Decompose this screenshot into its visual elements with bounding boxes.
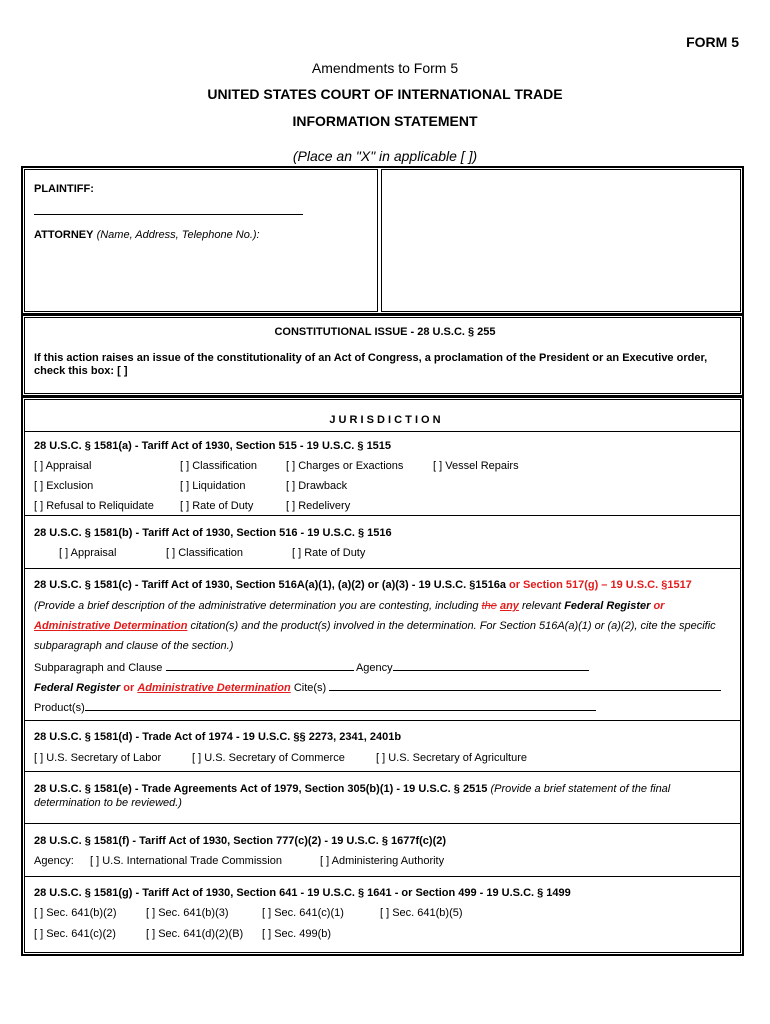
jurisdiction-inner bbox=[24, 399, 741, 953]
or-label: or bbox=[123, 682, 135, 694]
option-liquidation[interactable]: [ ] Liquidation bbox=[180, 480, 246, 492]
s1581e-note-line2: determination to be reviewed.) bbox=[34, 797, 182, 809]
s1581b-heading: 28 U.S.C. § 1581(b) - Tariff Act of 1930, Section 516 - 19 U.S.C. § 1516 bbox=[34, 527, 392, 539]
divider bbox=[24, 515, 741, 516]
subparagraph-field[interactable] bbox=[166, 660, 354, 671]
form-subtitle: Amendments to Form 5 bbox=[311, 60, 459, 76]
attorney-row bbox=[34, 229, 260, 241]
s1581d-heading: 28 U.S.C. § 1581(d) - Trade Act of 1974 - 19 U.S.C. §§ 2273, 2341, 2401b bbox=[34, 731, 402, 743]
jurisdiction-heading: J U R I S D I C T I O N bbox=[329, 414, 441, 426]
divider bbox=[24, 431, 741, 432]
plaintiff-line[interactable] bbox=[34, 214, 303, 215]
option-classification-a[interactable]: [ ] Classification bbox=[180, 460, 258, 472]
option-641d2b[interactable]: [ ] Sec. 641(d)(2)(B) bbox=[146, 928, 244, 940]
option-rate-of-duty-b[interactable]: [ ] Rate of Duty bbox=[292, 547, 366, 559]
s1581c-heading-added: or Section 517(g) – 19 U.S.C. §1517 bbox=[509, 579, 692, 591]
attorney-hint: (Name, Address, Telephone No.): bbox=[96, 229, 260, 241]
constitutional-checkbox[interactable]: check this box: [ ] bbox=[34, 365, 128, 377]
form-number: FORM 5 bbox=[686, 34, 739, 50]
option-vessel-repairs[interactable]: [ ] Vessel Repairs bbox=[433, 460, 519, 472]
plaintiff-label: PLAINTIFF: bbox=[34, 183, 94, 195]
agency-field[interactable] bbox=[393, 660, 589, 671]
option-641b5[interactable]: [ ] Sec. 641(b)(5) bbox=[380, 907, 463, 919]
option-itc[interactable]: [ ] U.S. International Trade Commission bbox=[90, 855, 282, 867]
s1581c-desc-line1 bbox=[34, 600, 664, 612]
s1581e-note: (Provide a brief statement of the final bbox=[490, 783, 671, 795]
or-term: or bbox=[653, 600, 665, 612]
federal-register-label: Federal Register bbox=[34, 682, 121, 694]
s1581c-heading: 28 U.S.C. § 1581(c) - Tariff Act of 1930, Section 516A(a)(1), (a)(2) or (a)(3) - 19 U.S.C. §1516a bbox=[34, 579, 506, 591]
struck-word: the bbox=[481, 600, 497, 612]
option-classification-b[interactable]: [ ] Classification bbox=[166, 547, 244, 559]
option-641b2[interactable]: [ ] Sec. 641(b)(2) bbox=[34, 907, 117, 919]
constitutional-text-1: If this action raises an issue of the constitutionality of an Act of Congress, a proclamation of the President or an Executive order, bbox=[34, 352, 708, 364]
court-name: UNITED STATES COURT OF INTERNATIONAL TRADE bbox=[207, 86, 563, 102]
desc-text: (Provide a brief description of the administrative determination you are contesting, including bbox=[34, 600, 479, 612]
instruction-text: (Place an "X" in applicable [ ]) bbox=[292, 148, 478, 164]
products-field[interactable] bbox=[85, 700, 596, 711]
option-641b3[interactable]: [ ] Sec. 641(b)(3) bbox=[146, 907, 229, 919]
option-charges-exactions[interactable]: [ ] Charges or Exactions bbox=[286, 460, 404, 472]
s1581f-heading: 28 U.S.C. § 1581(f) - Tariff Act of 1930, Section 777(c)(2) - 19 U.S.C. § 1677f(c)(2) bbox=[34, 835, 447, 847]
cites-row bbox=[34, 680, 721, 694]
divider bbox=[24, 823, 741, 824]
subparagraph-label: Subparagraph and Clause bbox=[34, 662, 163, 674]
option-appraisal-a[interactable]: [ ] Appraisal bbox=[34, 460, 92, 472]
cites-field[interactable] bbox=[329, 680, 721, 691]
s1581c-desc-line3: subparagraph and clause of the section.) bbox=[34, 640, 234, 652]
option-secretary-commerce[interactable]: [ ] U.S. Secretary of Commerce bbox=[192, 752, 345, 764]
option-administering-authority[interactable]: [ ] Administering Authority bbox=[320, 855, 445, 867]
products-label: Product(s) bbox=[34, 702, 85, 714]
option-redelivery[interactable]: [ ] Redelivery bbox=[286, 500, 351, 512]
desc-text: relevant bbox=[521, 600, 562, 612]
cites-label: Cite(s) bbox=[293, 682, 327, 694]
products-row bbox=[34, 700, 596, 714]
s1581a-heading: 28 U.S.C. § 1581(a) - Tariff Act of 1930, Section 515 - 19 U.S.C. § 1515 bbox=[34, 440, 392, 452]
option-secretary-agriculture[interactable]: [ ] U.S. Secretary of Agriculture bbox=[376, 752, 528, 764]
option-641c2[interactable]: [ ] Sec. 641(c)(2) bbox=[34, 928, 116, 940]
option-appraisal-b[interactable]: [ ] Appraisal bbox=[59, 547, 117, 559]
s1581c-heading-row bbox=[34, 579, 692, 591]
divider bbox=[24, 876, 741, 877]
s1581c-desc-line2 bbox=[34, 620, 716, 632]
option-641c1[interactable]: [ ] Sec. 641(c)(1) bbox=[262, 907, 344, 919]
option-499b[interactable]: [ ] Sec. 499(b) bbox=[262, 928, 332, 940]
attorney-label: ATTORNEY bbox=[34, 229, 94, 241]
desc-text: citation(s) and the product(s) involved in the determination. For Section 516A(a)(1) or (a)(2), cite the specific bbox=[190, 620, 716, 632]
admin-determination-term: Administrative Determination bbox=[34, 620, 188, 632]
option-rate-of-duty-a[interactable]: [ ] Rate of Duty bbox=[180, 500, 254, 512]
statement-title: INFORMATION STATEMENT bbox=[292, 113, 478, 129]
divider bbox=[24, 771, 741, 772]
option-secretary-labor[interactable]: [ ] U.S. Secretary of Labor bbox=[34, 752, 162, 764]
s1581g-heading: 28 U.S.C. § 1581(g) - Tariff Act of 1930, Section 641 - 19 U.S.C. § 1641 - or Section 499 - 19 U.S.C. § 1499 bbox=[34, 887, 571, 899]
divider bbox=[24, 720, 741, 721]
agency-label: Agency bbox=[355, 662, 393, 674]
agency-label-f: Agency: bbox=[34, 855, 74, 867]
option-drawback[interactable]: [ ] Drawback bbox=[286, 480, 348, 492]
subparagraph-row bbox=[34, 660, 589, 674]
s1581e-row bbox=[34, 783, 670, 795]
admin-determination-label: Administrative Determination bbox=[137, 682, 291, 694]
option-exclusion[interactable]: [ ] Exclusion bbox=[34, 480, 94, 492]
constitutional-heading: CONSTITUTIONAL ISSUE - 28 U.S.C. § 255 bbox=[274, 326, 496, 338]
s1581e-heading: 28 U.S.C. § 1581(e) - Trade Agreements Act of 1979, Section 305(b)(1) - 19 U.S.C. § 2515 bbox=[34, 783, 488, 795]
divider bbox=[24, 568, 741, 569]
added-word: any bbox=[499, 600, 519, 612]
federal-register-term: Federal Register bbox=[564, 600, 651, 612]
defendant-cell[interactable] bbox=[381, 169, 741, 312]
option-refusal-reliquidate[interactable]: [ ] Refusal to Reliquidate bbox=[34, 500, 154, 512]
